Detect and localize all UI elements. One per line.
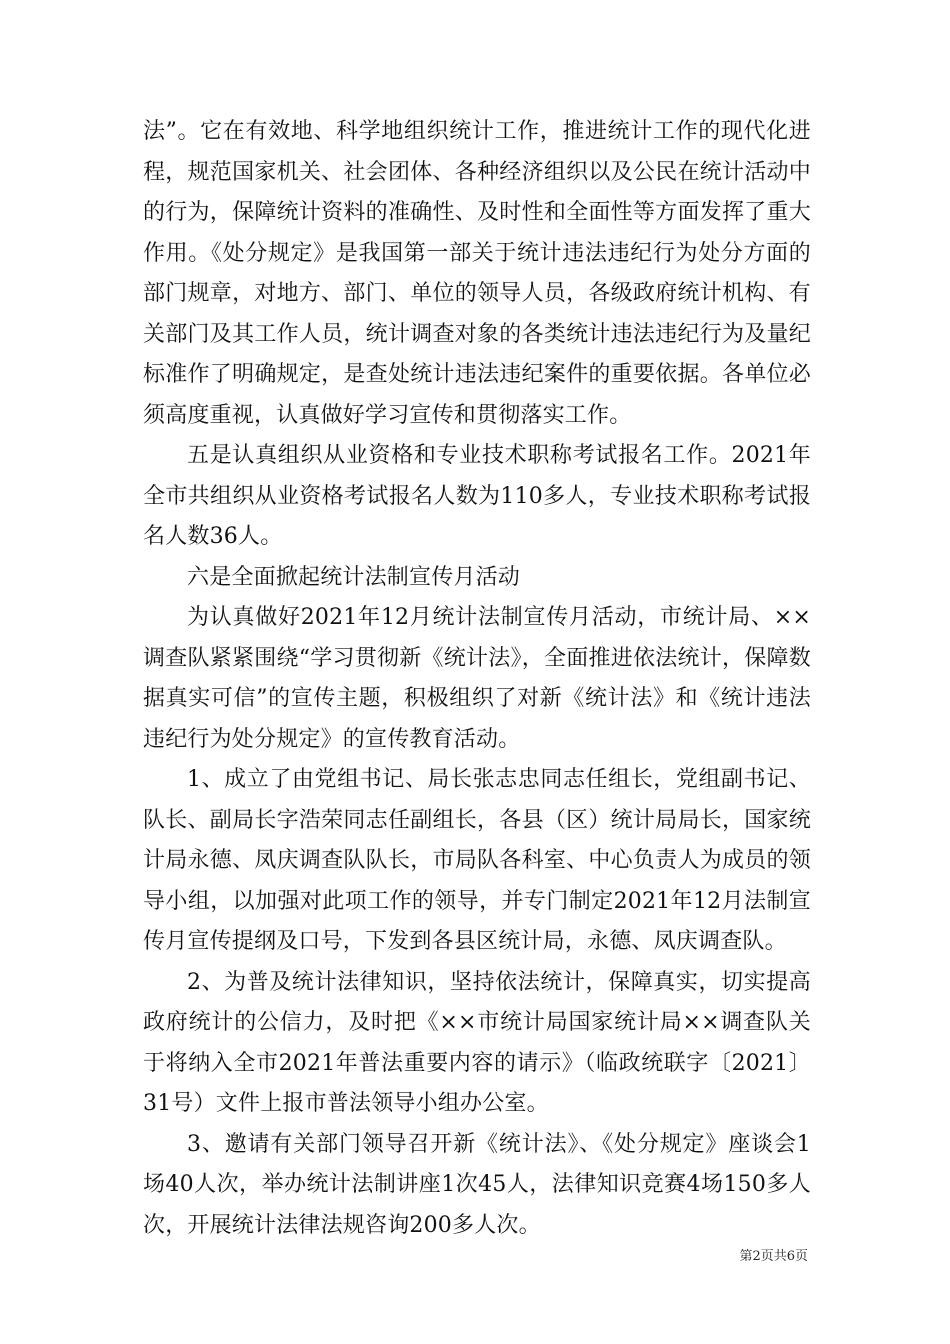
document-body [143, 112, 811, 1246]
page-number-footer: 第2页共6页 [739, 1249, 808, 1264]
paragraph-item-2-legal-knowledge: 2、为普及统计法律知识，坚持依法统计，保障真实，切实提高政府统计的公信力，及时把《××市统计局国家统计局××调查队关于将纳入全市2021年普法重要内容的请示》（临政统联字〔2021〕31号）文件上报市普法领导小组办公室。 [143, 969, 811, 1116]
paragraph-publicity-month-intro: 为认真做好2021年12月统计法制宣传月活动，市统计局、××调查队紧紧围绕“学习贯彻新《统计法》，全面推进依法统计，保障数据真实可信”的宣传主题，积极组织了对新《统计法》和《统计违法违纪行为处分规定》的宣传教育活动。 [143, 605, 811, 752]
paragraph-item-1-leadership-group: 1、成立了由党组书记、局长张志忠同志任组长，党组副书记、队长、副局长字浩荣同志任副组长，各县（区）统计局局长，国家统计局永德、凤庆调查队队长，市局队各科室、中心负责人为成员的领导小组，以加强对此项工作的领导，并专门制定2021年12月法制宣传月宣传提纲及口号，下发到各县区统计局，永德、凤庆调查队。 [143, 767, 811, 954]
paragraph-publicity-month-heading: 六是全面掀起统计法制宣传月活动 [187, 564, 521, 590]
paragraph-item-3-activities: 3、邀请有关部门领导召开新《统计法》、《处分规定》座谈会1场40人次，举办统计法制讲座1次45人，法律知识竞赛4场150多人次，开展统计法律法规咨询200多人次。 [143, 1131, 811, 1238]
paragraph-statistics-law-continuation: 法”。它在有效地、科学地组织统计工作，推进统计工作的现代化进程，规范国家机关、社会团体、各种经济组织以及公民在统计活动中的行为，保障统计资料的准确性、及时性和全面性等方面发挥了重大作用。《处分规定》是我国第一部关于统计违法违纪行为处分方面的部门规章，对地方、部门、单位的领导人员，各级政府统计机构、有关部门及其工作人员，统计调查对象的各类统计违法违纪行为及量纪标准作了明确规定，是查处统计违法违纪案件的重要依据。各单位必须高度重视，认真做好学习宣传和贯彻落实工作。 [143, 119, 811, 428]
paragraph-exam-registration: 五是认真组织从业资格和专业技术职称考试报名工作。2021年全市共组织从业资格考试报名人数为110多人，专业技术职称考试报名人数36人。 [143, 443, 811, 549]
